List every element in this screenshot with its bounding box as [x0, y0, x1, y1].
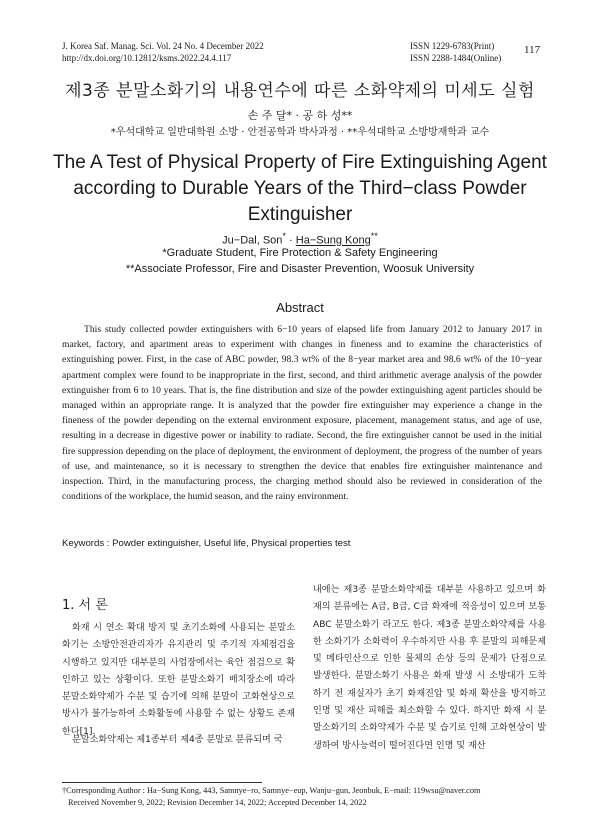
- journal-header-right: [410, 40, 501, 64]
- abstract-body: This study collected powder extinguishers with 6−10 years of elapsed life from January 2012 to January 2017 in market, factory, and apartment areas to experiment with changes in fineness and to examine the characteristics of extinguishing power. First, in the case of ABC powder, 98.3 wt% of the 8−year market area and 98.6 wt% of the 10−year apartment complex were found to be inappropriate in the first, second, and third arithmetic average analysis of the powder extinguisher from 6 to 10 years. That is, the fine distribution and size of the powder extinguishing agent particles should be managed within an appropriate range. It is analyzed that the powder fire extinguisher may experience a change in the fineness of the powder depending on the external environment exposure, placement, management status, and age of use, resulting in a decrease in digestive power or inability to radiate. Second, the fire extinguisher cannot be used in the initial fire suppression depending on the place of deployment, the environment of deployment, the progress of the number of years of use, and maintenance, so it is necessary to strengthen the device that enables fire extinguisher maintenance and inspection. Third, in the manufacturing process, the charging method should also be reviewed in consideration of the conditions of the workplace, the humid season, and the rainy environment.: [62, 324, 542, 503]
- author-separator: ·: [285, 234, 296, 247]
- footnote: [62, 785, 552, 809]
- english-title: The A Test of Physical Property of Fire Extinguishing Agent according to Durable Years of the Third−class Powder Extinguisher: [53, 152, 547, 225]
- abstract-heading: Abstract: [276, 300, 324, 315]
- section-heading-introduction: 1. 서 론: [62, 598, 108, 613]
- author-kong-mark: **: [370, 231, 378, 241]
- korean-title: 제3종 분말소화기의 내용연수에 따른 소화약제의 미세도 실험: [65, 81, 535, 101]
- intro-paragraph-1: 화재 시 연소 확대 방지 및 초기소화에 사용되는 분말소화기는 소방안전관리자가 유지관리 및 주기적 자체점검을 시행하고 있지만 대부분의 사업장에서는 육안 점검으로 확인하고 있는 상황이다. 또한 분말소화기 배치장소에 따라 분말소화약제가 수분 및 습기에 의해 분말이 고화현상으로 방사가 불가능하여 소화활동에 사용할 수 없는 상황도 존재한다[1].: [62, 623, 295, 737]
- doi-link[interactable]: http://dx.doi.org/10.12812/ksms.2022.24.4.117: [62, 53, 232, 63]
- issn-print: ISSN 1229-6783(Print): [410, 41, 495, 51]
- korean-affiliation: *우석대학교 일반대학원 소방 · 안전공학과 박사과정 · **우석대학교 소방방재학과 교수: [110, 127, 490, 138]
- journal-header-left: [62, 40, 264, 64]
- author-son: Ju−Dal, Son: [222, 234, 283, 247]
- english-affiliation-2: **Associate Professor, Fire and Disaster Prevention, Woosuk University: [125, 263, 475, 275]
- issn-online: ISSN 2288-1484(Online): [410, 53, 502, 63]
- english-authors: [40, 231, 560, 247]
- corresponding-author: †Corresponding Author : Ha−Sung Kong, 443, Samnye−ro, Samnye−eup, Wanju−gun, Jeonbuk, E−mail: 119wsu@naver.com: [62, 786, 481, 795]
- keywords: Keywords : Powder extinguisher, Useful life, Physical properties test: [62, 538, 351, 549]
- journal-citation: J. Korea Saf. Manag. Sci. Vol. 24 No. 4 December 2022: [62, 41, 264, 51]
- footnote-divider: [62, 782, 262, 783]
- author-son-mark: *: [282, 231, 286, 241]
- author-kong: Ha−Sung Kong: [295, 234, 371, 247]
- received-dates: Received November 9, 2022; Revision December 14, 2022; Accepted December 14, 2022: [68, 798, 367, 807]
- korean-authors: 손 주 달* · 공 하 성**: [247, 109, 353, 122]
- intro-right-column: 내에는 제3종 분말소화약제를 대부분 사용하고 있으며 화재의 분류에는 A급, B급, C급 화재에 적응성이 있으며 보통 ABC 분말소화기 라고도 한다. 제3종 분말소화약제를 사용한 소화기가 소화력이 우수하지만 사용 후 분말의 피해문제 및 메타인산으로 인한 물체의 손상 등의 문제가 단점으로 발생한다. 분말소화기 사용은 화재 발생 시 소방대가 도착하기 전 재실자가 초기 화재진압 및 화재 확산을 방지하고 인명 및 재산 피해를 최소화할 수 있다. 하지만 화재 시 분말소화기의 소화약제가 수분 및 습기로 인해 고화현상이 발생하여 방사능력이 떨어진다면 인명 및 재산: [313, 585, 546, 751]
- page-number: 117: [524, 44, 541, 56]
- intro-paragraph-2: 분말소화약제는 제1종부터 제4종 분말로 분류되며 국: [72, 735, 283, 745]
- english-affiliation-1: *Graduate Student, Fire Protection & Safety Engineering: [162, 247, 438, 259]
